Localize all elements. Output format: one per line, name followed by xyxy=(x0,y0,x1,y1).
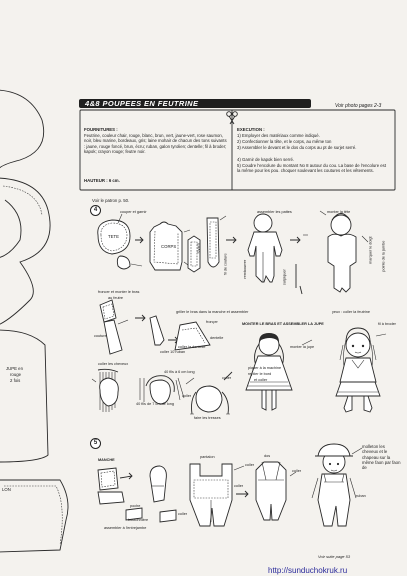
note-froncer: fronçer xyxy=(206,320,218,324)
note-au-feutre: au feutre xyxy=(108,296,123,300)
materials-text: Feutrine, couleur chair, rouge, blanc, brun, vert, jaune-vert, rose saumon, noir, bleu marine, bordeaux, gris; laine mohair de chacun des tons suivants : jaune, rouge foncé, brun, écru; ruban, galon tyrolien; dentelle; fil à broder; kapok; crayon rouge; feutre noir. xyxy=(84,133,227,154)
step-number-5: 5 xyxy=(90,438,101,449)
note-coller-2: coller xyxy=(182,394,192,398)
note-fil-couture: fil de couture xyxy=(223,253,228,276)
step-number-4: 4 xyxy=(90,205,101,216)
note-poche: poche xyxy=(130,504,141,508)
note-piquer-machine: piquer à la machine xyxy=(248,366,282,370)
note-couper-garnir: couper et garnir xyxy=(120,210,147,214)
note-coller-4: coller xyxy=(234,484,244,488)
note-dos: dos xyxy=(264,454,271,458)
page-title: 4&8 POUPEES EN FEUTRINE xyxy=(85,99,199,108)
note-coller-6: coller xyxy=(178,512,188,516)
note-fil-broder: fil à broder xyxy=(378,322,396,326)
note-coller: coller xyxy=(222,376,232,380)
note-et-coller: et coller xyxy=(254,378,268,382)
note-40-fils-6cm: 40 fils à 6 cm long xyxy=(164,370,195,374)
note-coller-3: coller xyxy=(245,463,255,467)
pattern-reference: Voir le patron p. 50. xyxy=(92,198,130,203)
note-yeux: yeux : coller la feutrine xyxy=(332,310,370,314)
margin-label-salon: LON xyxy=(2,487,11,492)
note-boutonniere: boutonnière xyxy=(128,518,149,522)
note-molleton-chapeau: molleton les cheveux et le chapeau sur la même faon par faon de xyxy=(362,444,401,471)
note-dentelle: dentelle xyxy=(210,336,224,340)
execution-step-4: 4) Garnir de kapok bien serré. xyxy=(237,157,295,162)
height-label: HAUTEUR : 6 cm. xyxy=(84,178,120,183)
note-tresses: faire les tresses xyxy=(194,416,221,420)
note-40-fils-7cm: 40 fils de 7 cm de long xyxy=(136,402,174,406)
note-surpiquer: surpiquer xyxy=(282,269,287,286)
heading-monter-bras: MONTER LE BRAS ET ASSEMBLER LA JUPE xyxy=(242,322,324,326)
note-marquer-doigt: marquer le doigt xyxy=(368,236,373,264)
note-coller-cheveux: coller les cheveux xyxy=(98,362,129,366)
body-piece-label: CORPS xyxy=(161,244,177,249)
note-froncer-bras: froncer et monter le bras xyxy=(98,290,140,294)
photo-reference: Voir photo pages 2-3 xyxy=(335,103,382,109)
margin-label-jupe: JUPE en xyxy=(6,366,23,371)
note-replier-bord: replier le bord xyxy=(248,372,272,376)
materials-heading: FOURNITURES : xyxy=(84,127,118,132)
execution-step-1: 1) Employer des matériaux comme indiqué. xyxy=(237,133,320,138)
note-entrejambe: assembler à l'entrejambe xyxy=(104,526,147,530)
note-coller-ruban: coller 10 ruban xyxy=(160,350,186,354)
watermark-url: http://sunduchokruk.ru xyxy=(268,566,348,575)
execution-step-3: 3) Assembler le devant et le dos du corps au pt de surjet serré. xyxy=(237,145,357,150)
note-glisser-bras: griller le bras dans la manche et assembler xyxy=(176,310,249,314)
note-coller-5: coller xyxy=(292,469,302,473)
note-pantalon: pantalon xyxy=(200,455,215,459)
margin-label-fois: 2 fois xyxy=(10,378,21,383)
execution-heading: EXECUTION : xyxy=(237,127,265,132)
note-rembourrer: rembourrer xyxy=(243,259,248,279)
continued-note: Voir suite page 53 xyxy=(318,554,351,559)
note-ruban: ruban xyxy=(356,494,366,498)
note-monter-jupe: monter la jupe xyxy=(290,345,315,349)
note-coller-dentelle: coller la dentelle xyxy=(178,345,206,349)
heading-manche: MANCHE xyxy=(98,458,115,462)
margin-label-rouge: rouge xyxy=(10,372,21,377)
note-pointe-jambe: pointe de la jambe xyxy=(381,240,386,272)
note-couture: couture xyxy=(94,334,107,338)
note-assembler-pattes: assembler les pattes xyxy=(257,210,292,214)
execution-step-2: 2) Confectionner la tête, et le corps, au même ton xyxy=(237,139,332,144)
head-piece-label: TETE xyxy=(108,234,119,239)
arm-piece-label: BRAS xyxy=(196,243,201,254)
note-monter-tete: monter la tête xyxy=(327,210,351,214)
execution-step-5: 5) Coudre l'encolure du montant No 8 autour du cou. La base de l'encolure est la même pour les pou. choquer soulevant les coutures et les vêtements. xyxy=(237,163,387,174)
